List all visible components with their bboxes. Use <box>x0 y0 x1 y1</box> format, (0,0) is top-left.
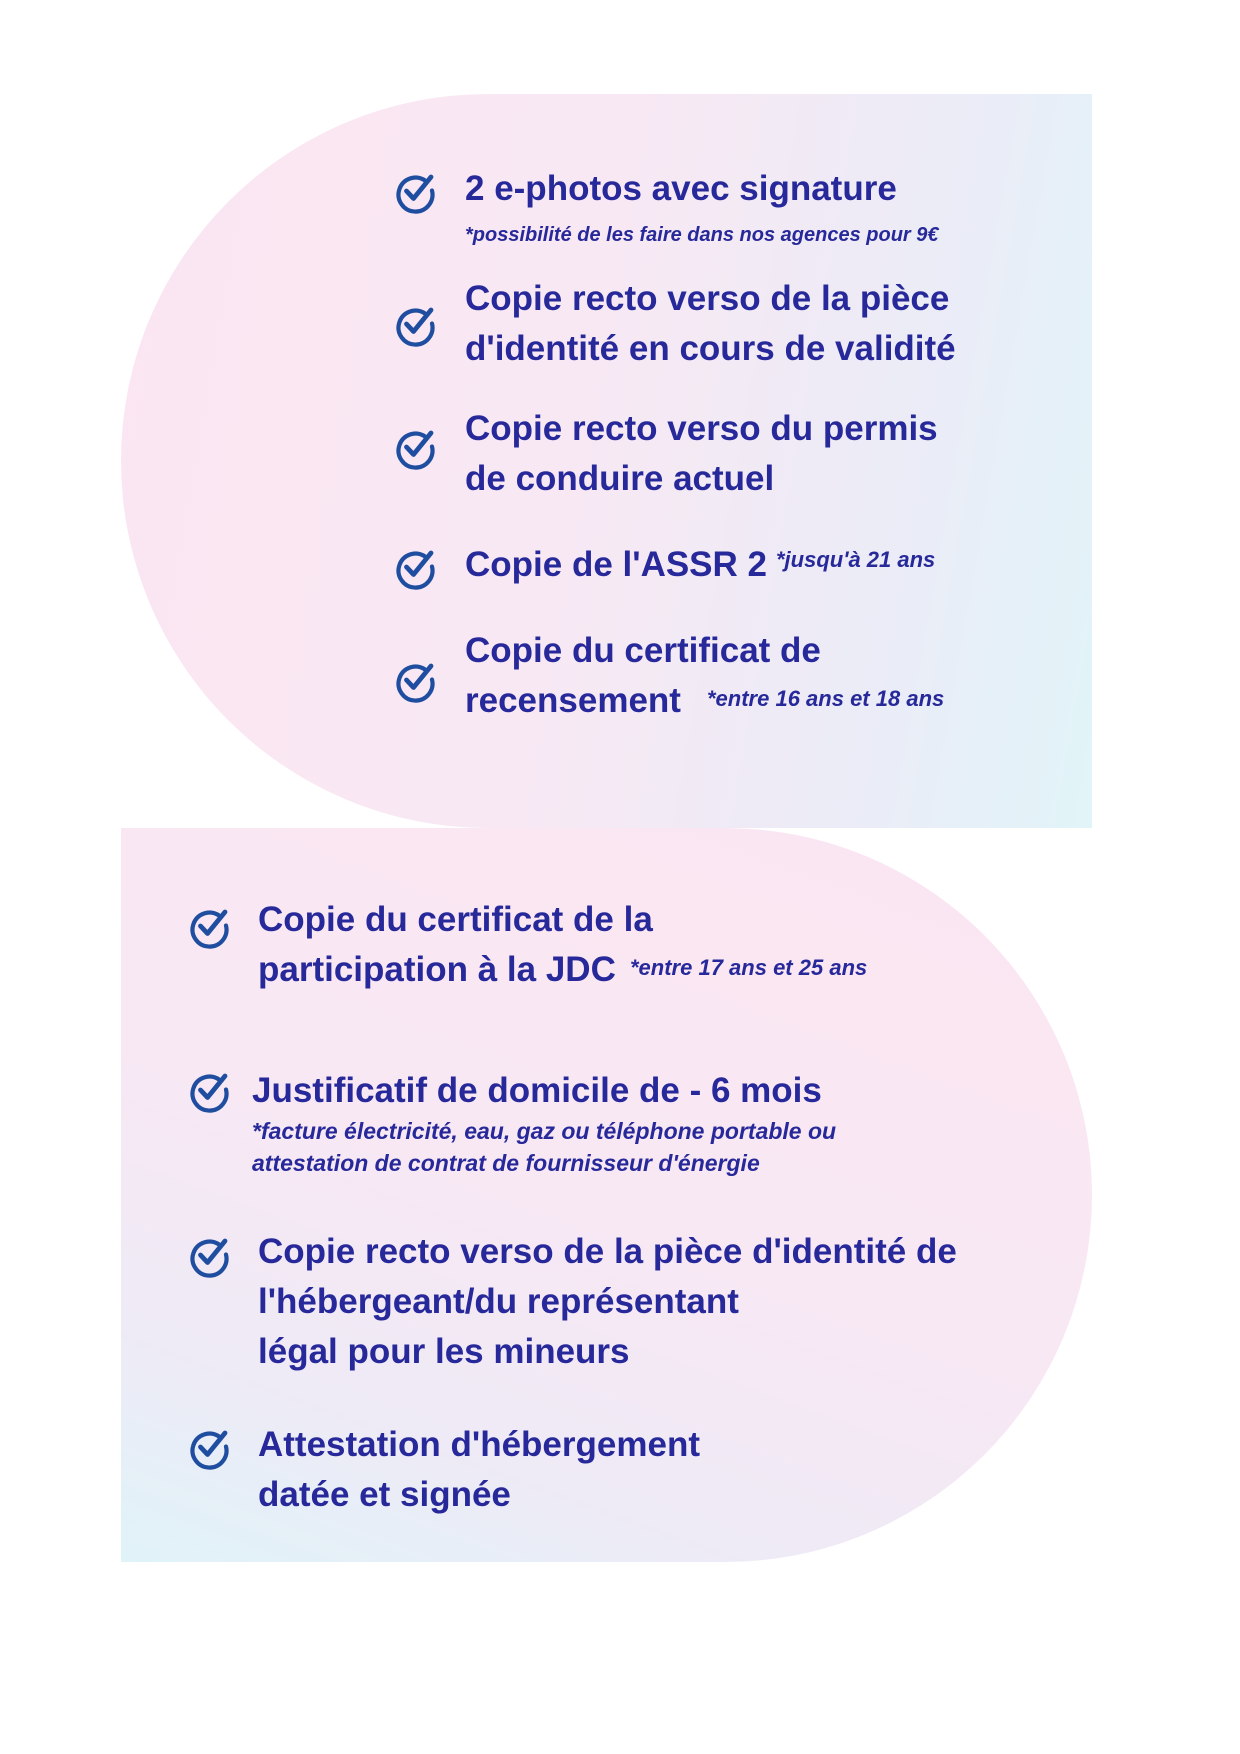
check-circle-icon <box>392 168 438 214</box>
item-title: Copie de l'ASSR 2 <box>465 545 767 584</box>
check-circle-icon <box>186 1232 232 1278</box>
item-title-line: Copie du certificat de la <box>258 900 653 939</box>
item-note: *entre 16 ans et 18 ans <box>707 686 945 711</box>
item-title-line: Copie recto verso de la pièce d'identité de <box>258 1232 957 1271</box>
item-note: *entre 17 ans et 25 ans <box>630 955 868 980</box>
item-title-line: participation à la JDC <box>258 950 616 989</box>
check-circle-icon <box>392 301 438 347</box>
item-note-line: *facture électricité, eau, gaz ou téléphone portable ou <box>252 1118 837 1144</box>
item-title-line: l'hébergeant/du représentant <box>258 1282 739 1321</box>
check-circle-icon <box>186 903 232 949</box>
item-title-line: de conduire actuel <box>465 459 775 498</box>
item-title: Justificatif de domicile de - 6 mois <box>252 1071 822 1110</box>
item-note: *jusqu'à 21 ans <box>776 547 936 572</box>
item-title-line: légal pour les mineurs <box>258 1332 630 1371</box>
item-note-line: attestation de contrat de fournisseur d'énergie <box>252 1150 760 1176</box>
item-title-line: Copie recto verso de la pièce <box>465 279 950 318</box>
check-circle-icon <box>186 1424 232 1470</box>
check-circle-icon <box>186 1067 232 1113</box>
item-title: 2 e-photos avec signature <box>465 169 897 208</box>
check-circle-icon <box>392 544 438 590</box>
item-title-line: recensement <box>465 681 681 720</box>
check-circle-icon <box>392 657 438 703</box>
item-title-line: Attestation d'hébergement <box>258 1425 700 1464</box>
item-title-line: Copie recto verso du permis <box>465 409 938 448</box>
item-title-line: datée et signée <box>258 1475 511 1514</box>
item-title-line: d'identité en cours de validité <box>465 329 956 368</box>
check-circle-icon <box>392 424 438 470</box>
item-note: *possibilité de les faire dans nos agences pour 9€ <box>465 224 939 246</box>
item-title-line: Copie du certificat de <box>465 631 821 670</box>
